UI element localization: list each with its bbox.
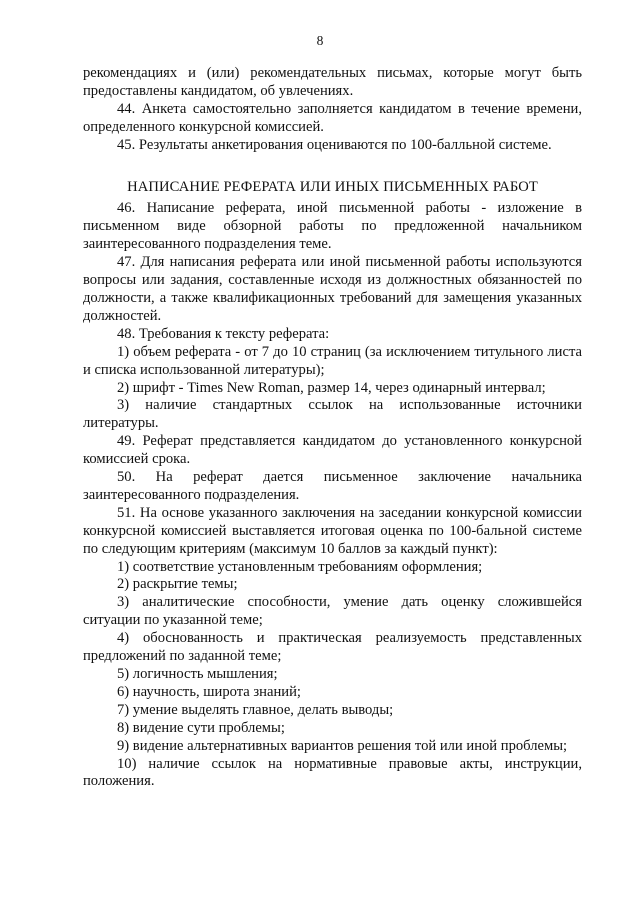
paragraph: 51. На основе указанного заключения на заседании конкурсной комиссии конкурсной комиссией выставляется итоговая оценка по 100-бальной системе по следующим критериям (максимум 10 баллов за каждый пункт): <box>83 504 582 557</box>
list-item: 1) соответствие установленным требованиям оформления; <box>117 558 483 575</box>
paragraph: 49. Реферат представляется кандидатом до установленного конкурсной комиссией срока. <box>83 433 582 468</box>
list-item: 9) видение альтернативных вариантов решения той или иной проблемы; <box>117 737 568 754</box>
document-body <box>83 65 582 791</box>
list-item: 6) научность, широта знаний; <box>117 683 301 700</box>
section-title: НАПИСАНИЕ РЕФЕРАТА ИЛИ ИНЫХ ПИСЬМЕННЫХ РАБОТ <box>127 178 538 195</box>
list-item: 1) объем реферата - от 7 до 10 страниц (за исключением титульного листа и списка использованной литературы); <box>83 343 582 378</box>
list-item: 8) видение сути проблемы; <box>117 719 285 736</box>
paragraph: 50. На реферат дается письменное заключение начальника заинтересованного подразделения. <box>83 469 582 503</box>
list-item: 2) шрифт - Times New Roman, размер 14, через одинарный интервал; <box>117 379 546 396</box>
list-item: 3) аналитические способности, умение дать оценку сложившейся ситуации по указанной теме; <box>83 594 582 629</box>
paragraph: 48. Требования к тексту реферата: <box>117 325 330 342</box>
list-item: 4) обоснованность и практическая реализуемость представленных предложений по заданной теме; <box>83 630 582 665</box>
paragraph: 45. Результаты анкетирования оцениваются по 100-балльной системе. <box>117 136 552 153</box>
paragraph: 47. Для написания реферата или иной письменной работы используются вопросы или задания, составленные исходя из должностных обязанностей по должности, а также квалификационных требований для замещения указанных должностей. <box>83 254 582 324</box>
list-item: 10) наличие ссылок на нормативные правовые акты, инструкции, положения. <box>83 755 582 790</box>
paragraph: рекомендациях и (или) рекомендательных письмах, которые могут быть предоставлены кандидатом, об увлечениях. <box>83 65 582 99</box>
page-number: 8 <box>316 33 324 48</box>
list-item: 2) раскрытие темы; <box>117 576 238 593</box>
list-item: 5) логичность мышления; <box>117 666 278 682</box>
paragraph: 44. Анкета самостоятельно заполняется кандидатом в течение времени, определенного конкурсной комиссией. <box>83 100 582 135</box>
list-item: 7) умение выделять главное, делать выводы; <box>117 701 394 718</box>
paragraph: 46. Написание реферата, иной письменной работы - изложение в письменном виде обзорной работы по предложенной начальником заинтересованного подразделения теме. <box>83 200 582 253</box>
list-item: 3) наличие стандартных ссылок на использованные источники литературы. <box>83 397 582 432</box>
